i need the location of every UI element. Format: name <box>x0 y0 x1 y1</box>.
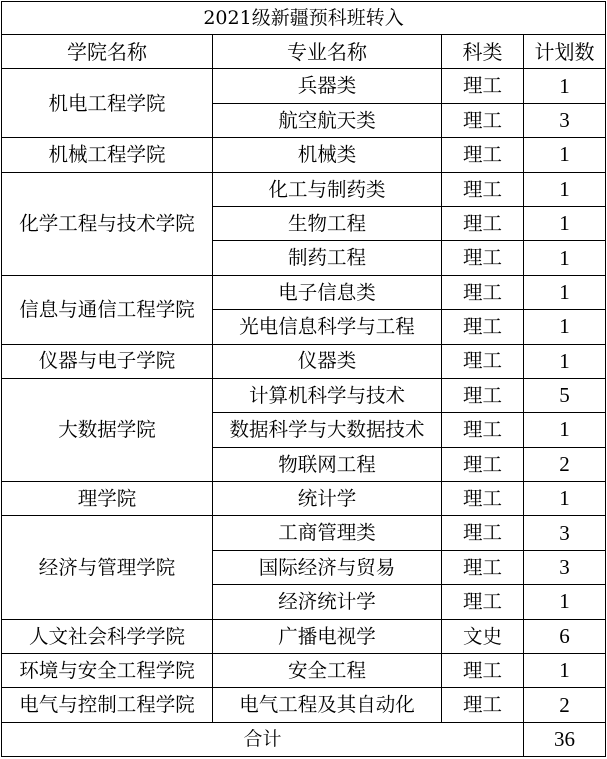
category-cell: 理工 <box>442 447 524 481</box>
major-name-cell: 国际经济与贸易 <box>213 550 442 584</box>
category-cell: 理工 <box>442 654 524 688</box>
college-name-cell: 仪器与电子学院 <box>2 344 213 378</box>
major-name-cell: 光电信息科学与工程 <box>213 310 442 344</box>
plan-count-cell: 3 <box>524 103 606 137</box>
header-row <box>2 35 606 69</box>
plan-count-cell: 2 <box>524 688 606 722</box>
plan-count-cell: 1 <box>524 585 606 619</box>
major-name-cell: 数据科学与大数据技术 <box>213 413 442 447</box>
category-cell: 理工 <box>442 344 524 378</box>
major-name-cell: 制药工程 <box>213 241 442 275</box>
category-cell: 理工 <box>442 69 524 103</box>
category-cell: 理工 <box>442 378 524 412</box>
major-name-cell: 仪器类 <box>213 344 442 378</box>
major-name-cell: 生物工程 <box>213 206 442 240</box>
header-plan: 计划数 <box>524 35 606 69</box>
major-name-cell: 广播电视学 <box>213 619 442 653</box>
total-value: 36 <box>524 722 606 756</box>
plan-count-cell: 1 <box>524 138 606 172</box>
plan-count-cell: 3 <box>524 516 606 550</box>
major-name-cell: 工商管理类 <box>213 516 442 550</box>
total-label: 合计 <box>2 722 524 756</box>
table-row <box>2 619 606 653</box>
plan-count-cell: 3 <box>524 550 606 584</box>
college-name-cell: 大数据学院 <box>2 378 213 481</box>
table-row <box>2 516 606 550</box>
major-name-cell: 安全工程 <box>213 654 442 688</box>
category-cell: 理工 <box>442 482 524 516</box>
major-name-cell: 物联网工程 <box>213 447 442 481</box>
header-category: 科类 <box>442 35 524 69</box>
table-row <box>2 172 606 206</box>
plan-count-cell: 5 <box>524 378 606 412</box>
category-cell: 理工 <box>442 413 524 447</box>
college-name-cell: 化学工程与技术学院 <box>2 172 213 275</box>
category-cell: 文史 <box>442 619 524 653</box>
college-name-cell: 人文社会科学学院 <box>2 619 213 653</box>
major-name-cell: 电子信息类 <box>213 275 442 309</box>
category-cell: 理工 <box>442 310 524 344</box>
plan-count-cell: 1 <box>524 275 606 309</box>
header-college: 学院名称 <box>2 35 213 69</box>
major-name-cell: 航空航天类 <box>213 103 442 137</box>
major-name-cell: 经济统计学 <box>213 585 442 619</box>
table-row <box>2 378 606 412</box>
major-name-cell: 化工与制药类 <box>213 172 442 206</box>
plan-count-cell: 1 <box>524 344 606 378</box>
college-name-cell: 电气与控制工程学院 <box>2 688 213 722</box>
table-row <box>2 138 606 172</box>
table-title: 2021级新疆预科班转入 <box>2 2 606 35</box>
plan-count-cell: 6 <box>524 619 606 653</box>
plan-count-cell: 1 <box>524 172 606 206</box>
title-row <box>2 2 606 35</box>
category-cell: 理工 <box>442 241 524 275</box>
category-cell: 理工 <box>442 550 524 584</box>
category-cell: 理工 <box>442 516 524 550</box>
college-name-cell: 经济与管理学院 <box>2 516 213 619</box>
plan-count-cell: 1 <box>524 654 606 688</box>
total-row <box>2 722 606 756</box>
plan-count-cell: 2 <box>524 447 606 481</box>
table-row <box>2 275 606 309</box>
table-row <box>2 344 606 378</box>
category-cell: 理工 <box>442 275 524 309</box>
category-cell: 理工 <box>442 206 524 240</box>
category-cell: 理工 <box>442 172 524 206</box>
major-name-cell: 兵器类 <box>213 69 442 103</box>
table-row <box>2 69 606 103</box>
college-name-cell: 环境与安全工程学院 <box>2 654 213 688</box>
college-name-cell: 理学院 <box>2 482 213 516</box>
major-name-cell: 计算机科学与技术 <box>213 378 442 412</box>
category-cell: 理工 <box>442 138 524 172</box>
plan-count-cell: 1 <box>524 482 606 516</box>
college-name-cell: 机电工程学院 <box>2 69 213 138</box>
table-row <box>2 654 606 688</box>
category-cell: 理工 <box>442 688 524 722</box>
plan-count-cell: 1 <box>524 310 606 344</box>
admission-plan-table <box>1 1 606 757</box>
major-name-cell: 统计学 <box>213 482 442 516</box>
college-name-cell: 机械工程学院 <box>2 138 213 172</box>
plan-count-cell: 1 <box>524 413 606 447</box>
plan-count-cell: 1 <box>524 241 606 275</box>
plan-count-cell: 1 <box>524 69 606 103</box>
header-major: 专业名称 <box>213 35 442 69</box>
table-row <box>2 482 606 516</box>
major-name-cell: 电气工程及其自动化 <box>213 688 442 722</box>
plan-count-cell: 1 <box>524 206 606 240</box>
college-name-cell: 信息与通信工程学院 <box>2 275 213 344</box>
major-name-cell: 机械类 <box>213 138 442 172</box>
category-cell: 理工 <box>442 103 524 137</box>
table-row <box>2 688 606 722</box>
category-cell: 理工 <box>442 585 524 619</box>
